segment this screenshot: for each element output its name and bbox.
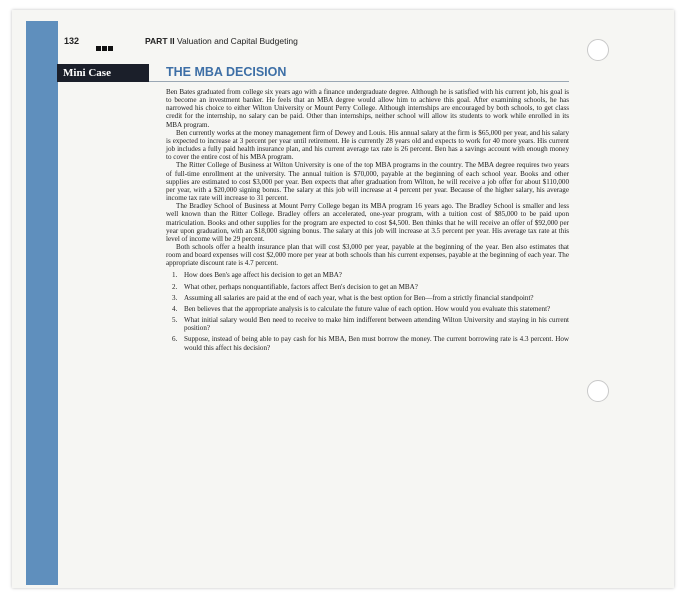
question-number: 5. xyxy=(172,316,178,325)
paragraph: The Ritter College of Business at Wilton University is one of the top MBA programs in the country. The MBA degree requires two years of full-time enrollment at the university. The annual tuition is $70,000, payable at the beginning of each school year. Books and other supplies are estimated to cost $3,000 per year. Ben expects that after graduation from Wilton, he will receive a job offer for about $110,000 per year, with a $20,000 signing bonus. The salary at this job will increase at 4 percent per year. Because of the higher salary, his average income tax rate will increase to 31 percent. xyxy=(166,161,569,203)
case-title: THE MBA DECISION xyxy=(166,65,287,79)
mini-case-label: Mini Case xyxy=(57,64,149,82)
paragraph: The Bradley School of Business at Mount Perry College began its MBA program 16 years ago. The Bradley School is smaller and less well known than the Ritter College. Bradley offers an accelerated, one-year program, with a tuition cost of $85,000 to be paid upon matriculation. Books and other supplies for the program are expected to cost $4,500. Ben thinks that he will receive an offer of $92,000 per year upon graduation, with an $18,000 signing bonus. The salary at this job will increase at 3.5 percent per year. His average tax rate at this level of income will be 29 percent. xyxy=(166,202,569,243)
case-body xyxy=(166,88,569,355)
running-header xyxy=(145,36,298,46)
question-item xyxy=(166,294,569,302)
paragraph: Both schools offer a health insurance plan that will cost $3,000 per year, payable at the beginning of the year. Ben also estimates that room and board expenses will cost $2,000 more per year at both schools than his current expenses, payable at the beginning of each year. The appropriate discount rate is 4.7 percent. xyxy=(166,242,569,268)
paragraph: Ben Bates graduated from college six years ago with a finance undergraduate degree. Although he is satisfied with his current job, his goal is to become an investment banker. He feels that an MBA degree would allow him to achieve this goal. After examining schools, he has narrowed his choice to either Wilton University or Mount Perry College. Although internships are encouraged by both schools, to get class credit for the internship, no salary can be paid. Other than internships, neither school will allow its students to work while enrolled in its MBA program. xyxy=(166,88,569,129)
question-number: 4. xyxy=(172,304,178,313)
part-title: Valuation and Capital Budgeting xyxy=(176,36,298,46)
question-number: 2. xyxy=(172,282,178,291)
question-number: 3. xyxy=(172,293,178,302)
question-number: 6. xyxy=(172,335,178,344)
header-squares-ornament xyxy=(96,38,114,56)
question-text: Assuming all salaries are paid at the end of each year, what is the best option for Ben—from a strictly financial standpoint? xyxy=(184,293,534,302)
question-text: What other, perhaps nonquantifiable, factors affect Ben's decision to get an MBA? xyxy=(184,282,418,291)
binder-hole-icon xyxy=(587,380,609,402)
header-rule xyxy=(149,81,569,82)
part-label: PART II xyxy=(145,36,175,46)
question-text: Suppose, instead of being able to pay cash for his MBA, Ben must borrow the money. The current borrowing rate is 4.3 percent. How would this affect his decision? xyxy=(184,335,569,352)
question-item xyxy=(166,305,569,313)
question-text: Ben believes that the appropriate analysis is to calculate the future value of each option. How would you evaluate this statement? xyxy=(184,304,551,313)
question-list xyxy=(166,271,569,351)
question-text: How does Ben's age affect his decision to get an MBA? xyxy=(184,271,342,280)
question-item xyxy=(166,316,569,332)
question-item xyxy=(166,271,569,279)
question-text: What initial salary would Ben need to receive to make him indifferent between attending Wilton University and staying in his current position? xyxy=(184,316,569,333)
paragraph: Ben currently works at the money management firm of Dewey and Louis. His annual salary at the firm is $65,000 per year, and his salary is expected to increase at 3 percent per year until retirement. He is currently 28 years old and expects to work for 40 more years. His current job includes a fully paid health insurance plan, and his current average tax rate is 26 percent. Ben has a savings account with enough money to cover the entire cost of his MBA program. xyxy=(166,128,569,162)
page-number: 132 xyxy=(64,36,80,46)
question-number: 1. xyxy=(172,271,178,280)
side-color-band xyxy=(26,21,58,585)
binder-hole-icon xyxy=(587,39,609,61)
question-item xyxy=(166,283,569,291)
question-item xyxy=(166,335,569,351)
